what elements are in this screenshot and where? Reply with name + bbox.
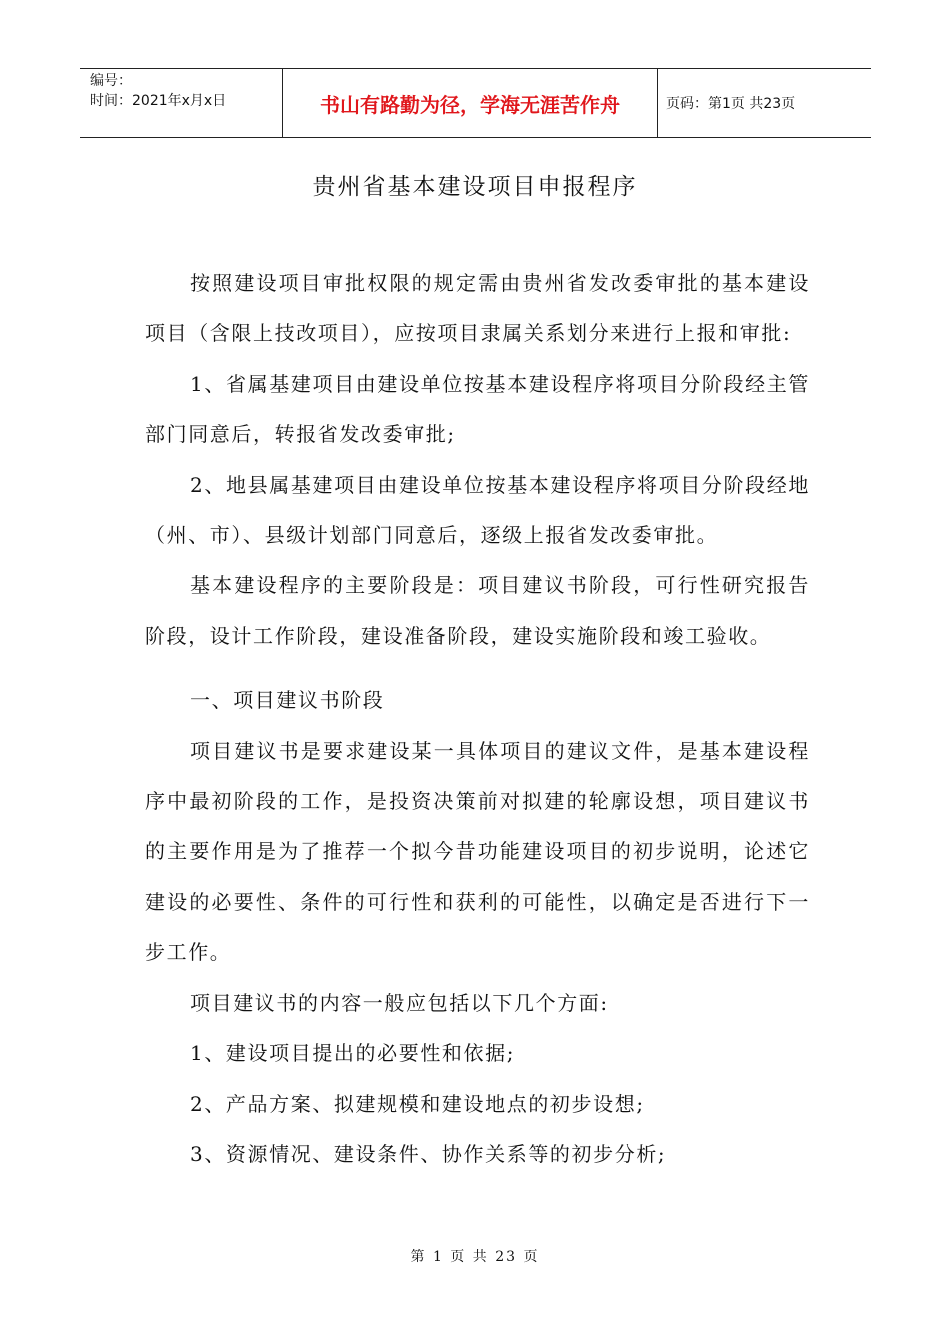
paragraph: 按照建设项目审批权限的规定需由贵州省发改委审批的基本建设项目（含限上技改项目），应按项目隶属关系划分来进行上报和审批:	[145, 271, 810, 346]
paragraph: 2、地县属基建项目由建设单位按基本建设程序将项目分阶段经地（州、市）、县级计划部门同意后，逐级上报省发改委审批。	[145, 472, 810, 548]
list-item: 1、建设项目提出的必要性和依据;	[190, 1041, 516, 1066]
header-page-info: 页码：第1页 共23页	[666, 96, 796, 112]
list-item: 3、资源情况、建设条件、协作关系等的初步分析;	[190, 1141, 667, 1166]
section-heading: 一、项目建议书阶段	[190, 688, 385, 713]
document-number-label: 编号：	[90, 73, 132, 89]
paragraph: 1、省属基建项目由建设单位按基本建设程序将项目分阶段经主管部门同意后，转报省发改委审批;	[145, 371, 810, 447]
document-body	[145, 258, 810, 1179]
page-footer: 第 1 页 共 23 页	[410, 1249, 540, 1265]
header-divider	[657, 69, 658, 137]
list-item: 2、产品方案、拟建规模和建设地点的初步设想;	[190, 1091, 645, 1116]
paragraph: 项目建议书是要求建设某一具体项目的建议文件，是基本建设程序中最初阶段的工作，是投资决策前对拟建的轮廓设想，项目建议书的主要作用是为了推荐一个拟今昔功能建设项目的初步说明，论述它建设的必要性、条件的可行性和获利的可能性，以确定是否进行下一步工作。	[145, 738, 810, 965]
document-title: 贵州省基本建设项目申报程序	[312, 174, 638, 200]
header-table	[80, 68, 871, 138]
document-date: 时间：2021年x月x日	[90, 93, 227, 109]
header-motto: 书山有路勤为径，学海无涯苦作舟	[320, 92, 620, 117]
paragraph: 基本建设程序的主要阶段是：项目建议书阶段，可行性研究报告阶段，设计工作阶段，建设准备阶段，建设实施阶段和竣工验收。	[145, 573, 810, 648]
header-meta	[90, 71, 280, 111]
paragraph: 项目建议书的内容一般应包括以下几个方面:	[190, 990, 609, 1015]
